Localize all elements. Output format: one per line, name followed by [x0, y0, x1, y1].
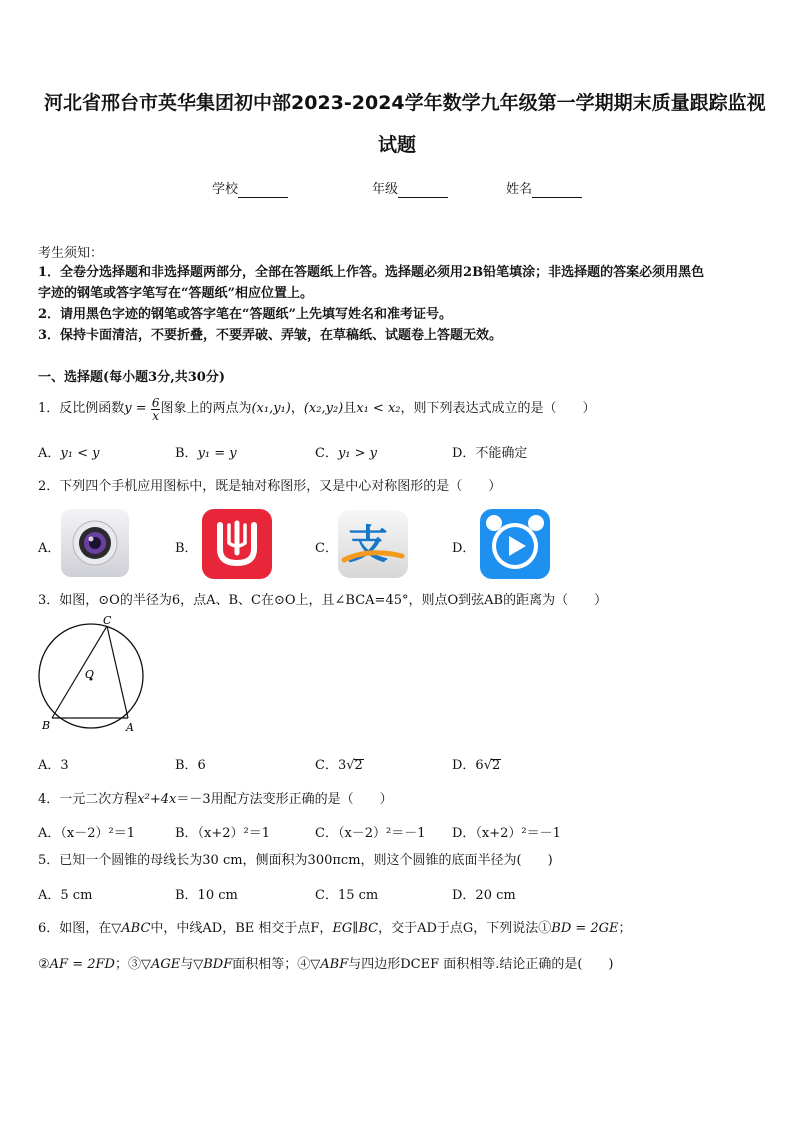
q5-option-a[interactable]: A．5 cm [38, 888, 93, 903]
q4-option-c[interactable]: C．（x－2）²＝－1 [315, 826, 426, 841]
name-field [506, 182, 582, 198]
q4-text-post: ＝－3用配方法变形正确的是（ ） [176, 792, 393, 807]
q4-option-d[interactable]: D．（x+2）²＝－1 [452, 826, 561, 841]
q1-text-post: ，则下列表达式成立的是（ ） [400, 401, 596, 416]
video-app-icon[interactable] [480, 509, 550, 579]
sqrt-icon: √ [483, 758, 492, 773]
q6-statement-1: BD = 2GE [551, 921, 619, 936]
label-b: B [42, 719, 51, 732]
q3-option-b[interactable]: B．6 [175, 758, 206, 773]
q1-b-label: B． [175, 446, 198, 461]
q3-c-label: C．3 [315, 758, 347, 773]
notice-item-1b: 字迹的钢笔或答字笔写在“答题纸”相应位置上。 [38, 286, 313, 301]
school-field [212, 182, 288, 198]
q1-cond-pre: 且 [343, 401, 357, 416]
q6-text-8: 与四边形DCEF 面积相等.结论正确的是( ) [348, 957, 614, 972]
q3-option-c[interactable] [315, 754, 364, 773]
alipay-char: 支 [348, 522, 388, 568]
name-blank[interactable] [532, 185, 582, 198]
q6-text-4: ② [38, 957, 50, 972]
notice-item-2: 2．请用黑色字迹的钢笔或答字笔在“答题纸”上先填写姓名和准考证号。 [38, 307, 453, 322]
question-4 [38, 792, 393, 808]
alipay-app-icon[interactable] [338, 510, 408, 578]
notice-item-1a: 1．全卷分选择题和非选择题两部分，全部在答题纸上作答。选择题必须用2B铅笔填涂；非选择题的答案必须用黑色 [38, 265, 705, 280]
q2-option-b[interactable]: B． [175, 541, 198, 556]
q1-a-expr: y₁ < y [60, 446, 100, 461]
sqrt-icon: √ [346, 758, 355, 773]
q3-option-d[interactable] [452, 754, 501, 773]
q1-option-a[interactable] [38, 442, 99, 461]
q3-d-radicand: 2 [492, 758, 501, 773]
q1-text-pre: 1．反比例函数 [38, 401, 125, 416]
q6-triangle-age: ▽AGE [140, 957, 181, 972]
q1-b-expr: y₁ = y [197, 446, 237, 461]
question-3: 3．如图，⊙O的半径为6，点A、B、C在⊙O上，且∠BCA=45°，则点O到弦AB的距离为（ ） [38, 593, 608, 608]
q6-statement-2: AF = 2FD [49, 957, 115, 972]
question-6-line2 [38, 957, 614, 973]
q1-denominator: x [152, 408, 160, 423]
q1-point-1: (x₁,y₁) [251, 401, 291, 416]
q4-option-a[interactable]: A．（x－2）²＝1 [38, 826, 135, 841]
question-5: 5．已知一个圆锥的母线长为30 cm，侧面积为300πcm，则这个圆锥的底面半径为( ) [38, 853, 553, 868]
school-label: 学校 [212, 182, 239, 197]
page-title: 河北省邢台市英华集团初中部2023-2024学年数学九年级第一学期期末质量跟踪监视 [44, 92, 766, 114]
q1-option-c[interactable] [315, 442, 377, 461]
q1-comma: ， [290, 401, 304, 416]
label-o: O [85, 668, 95, 681]
grade-field [372, 182, 448, 198]
q6-semicolon: ； [618, 921, 632, 936]
q1-equals: = [131, 401, 151, 416]
q1-condition: x₁ < x₂ [356, 401, 401, 416]
q1-var-y: y [124, 401, 132, 416]
camera-app-icon[interactable] [61, 509, 129, 577]
q6-parallel: EG∥BC [332, 921, 379, 936]
q1-a-label: A． [38, 446, 61, 461]
q1-option-d[interactable]: D．不能确定 [452, 446, 528, 461]
circle-figure [30, 615, 155, 740]
chord-cb [52, 626, 107, 718]
q6-text-1: 6．如图，在 [38, 921, 112, 936]
q5-option-c[interactable]: C．15 cm [315, 888, 379, 903]
q6-triangle-bdf: ▽BDF [193, 957, 233, 972]
notice-item-3: 3．保持卡面清洁，不要折叠，不要弄破、弄皱，在草稿纸、试题卷上答题无效。 [38, 328, 503, 343]
q4-option-b[interactable]: B．（x+2）²＝1 [175, 826, 271, 841]
q2-option-c[interactable]: C． [315, 541, 338, 556]
question-6-line1 [38, 921, 632, 937]
name-label: 姓名 [506, 182, 533, 197]
grade-label: 年级 [372, 182, 399, 197]
fork-app-icon[interactable] [202, 509, 272, 579]
q4-equation: x²+4x [137, 792, 177, 807]
q1-option-b[interactable] [175, 442, 237, 461]
q4-text-pre: 4．一元二次方程 [38, 792, 138, 807]
q1-text-mid: 图象上的两点为 [160, 401, 252, 416]
notice-heading: 考生须知： [38, 246, 104, 261]
q6-text-5: ；③ [114, 957, 141, 972]
label-a: A [126, 721, 134, 734]
q6-text-6: 与 [180, 957, 194, 972]
q1-c-label: C． [315, 446, 338, 461]
q6-triangle-abc: ▽ABC [111, 921, 151, 936]
q3-d-label: D．6 [452, 758, 484, 773]
section-heading: 一、选择题(每小题3分,共30分) [38, 370, 225, 385]
q2-option-d[interactable]: D． [452, 541, 476, 556]
q6-text-7: 面积相等；④ [232, 957, 311, 972]
q5-option-d[interactable]: D．20 cm [452, 888, 516, 903]
q6-text-3: ，交于AD于点G，下列说法① [378, 921, 552, 936]
q2-option-a[interactable]: A． [38, 541, 61, 556]
q1-numerator: 6 [151, 395, 160, 410]
q5-option-b[interactable]: B．10 cm [175, 888, 238, 903]
q3-option-a[interactable]: A．3 [38, 758, 69, 773]
grade-blank[interactable] [398, 185, 448, 198]
label-c: C [103, 615, 112, 627]
school-blank[interactable] [238, 185, 288, 198]
page-title-line2: 试题 [378, 134, 417, 156]
q1-point-2: (x₂,y₂) [303, 401, 344, 416]
question-2: 2．下列四个手机应用图标中，既是轴对称图形，又是中心对称图形的是（ ） [38, 479, 502, 494]
question-1 [38, 392, 596, 426]
chord-ca [107, 626, 128, 718]
q1-c-expr: y₁ > y [337, 446, 378, 461]
q3-c-radicand: 2 [354, 758, 363, 773]
q6-text-2: 中，中线AD，BE 相交于点F， [150, 921, 333, 936]
q6-triangle-abf: ▽ABF [310, 957, 349, 972]
q1-fraction [151, 397, 161, 422]
